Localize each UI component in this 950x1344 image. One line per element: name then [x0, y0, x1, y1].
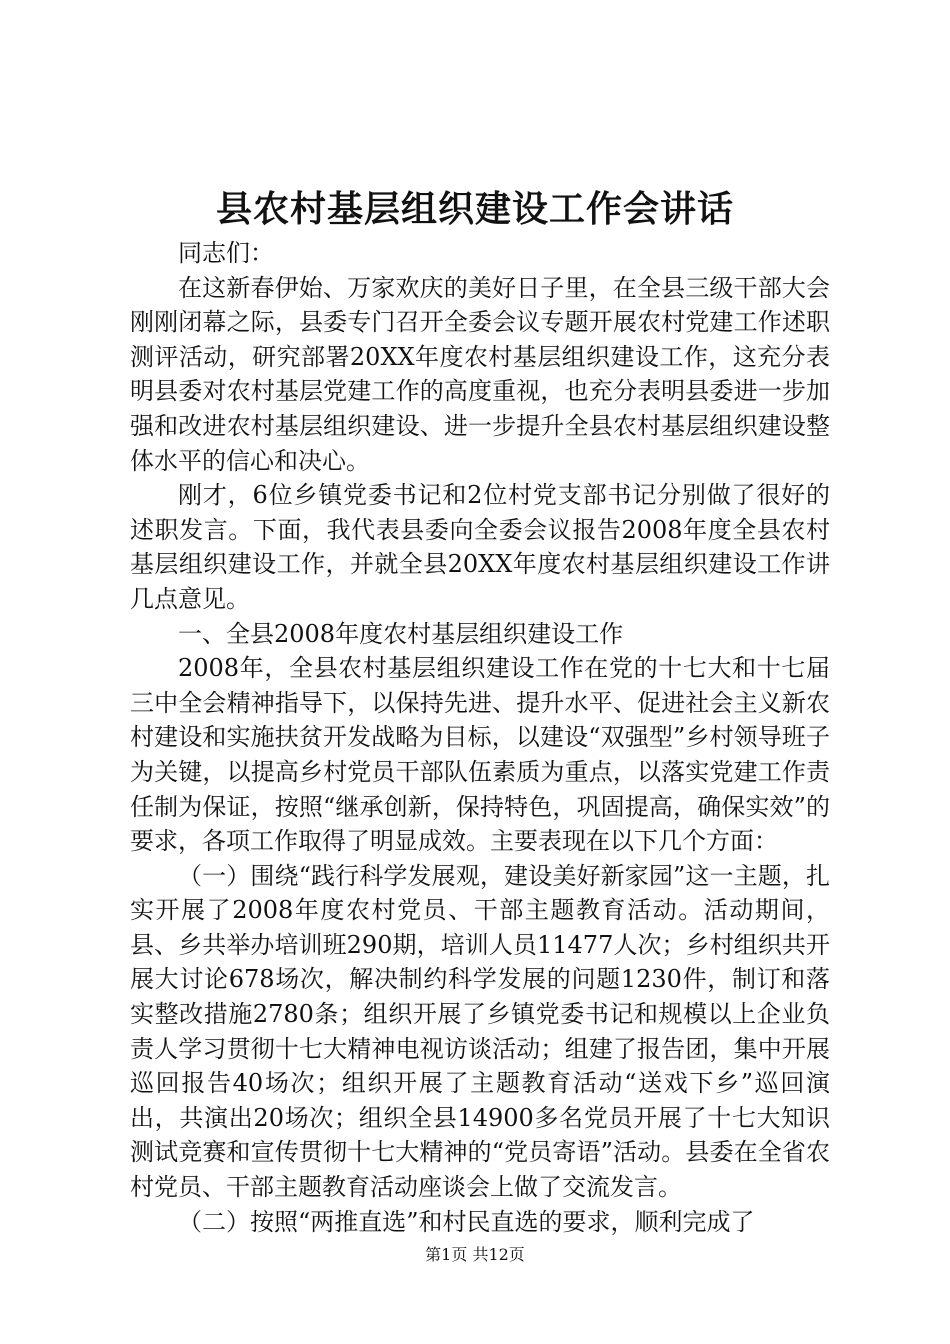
salutation-paragraph: 同志们：	[178, 239, 274, 267]
section-heading: 一、全县2008年度农村基层组织建设工作	[178, 619, 624, 648]
body-paragraph: 2008年，全县农村基层组织建设工作在党的十七大和十七届三中全会精神指导下，以保持先进、提升水平、促进社会主义新农村建设和实施扶贫开发战略为目标，以建设“双强型”乡村领导班子为关键，以提高乡村党员干部队伍素质为重点，以落实党建工作责任制为保证，按照“继承创新，保持特色，巩固提高，确保实效”的要求，各项工作取得了明显成效。主要表现在以下几个方面：	[130, 654, 830, 856]
body-paragraph: 刚才，6位乡镇党委书记和2位村党支部书记分别做了很好的述职发言。下面，我代表县委向全委会议报告2008年度全县农村基层组织建设工作，并就全县20XX年度农村基层组织建设工作讲几点意见。	[130, 481, 830, 613]
body-paragraph: 在这新春伊始、万家欢庆的美好日子里，在全县三级干部大会刚刚闭幕之际，县委专门召开全委会议专题开展农村党建工作述职测评活动，研究部署20XX年度农村基层组织建设工作，这充分表明县委对农村基层党建工作的高度重视，也充分表明县委进一步加强和改进农村基层组织建设、进一步提升全县农村基层组织建设整体水平的信心和决心。	[130, 273, 830, 475]
document-title: 县农村基层组织建设工作会讲话	[215, 188, 734, 230]
body-paragraph: （一）围绕“践行科学发展观，建设美好新家园”这一主题，扎实开展了2008年度农村党员、干部主题教育活动。活动期间，县、乡共举办培训班290期，培训人员11477人次；乡村组织共开展大讨论678场次，解决制约科学发展的问题1230件，制订和落实整改措施2780条；组织开展了乡镇党委书记和规模以上企业负责人学习贯彻十七大精神电视访谈活动；组建了报告团，集中开展巡回报告40场次；组织开展了主题教育活动“送戏下乡”巡回演出，共演出20场次；组织全县14900多名党员开展了十七大知识测试竞赛和宣传贯彻十七大精神的“党员寄语”活动。县委在全省农村党员、干部主题教育活动座谈会上做了交流发言。	[130, 861, 830, 1202]
page-footer: 第1页 共12页	[425, 1245, 525, 1264]
document-body	[130, 236, 830, 1239]
body-paragraph: （二）按照“两推直选”和村民直选的要求，顺利完成了	[178, 1207, 755, 1236]
